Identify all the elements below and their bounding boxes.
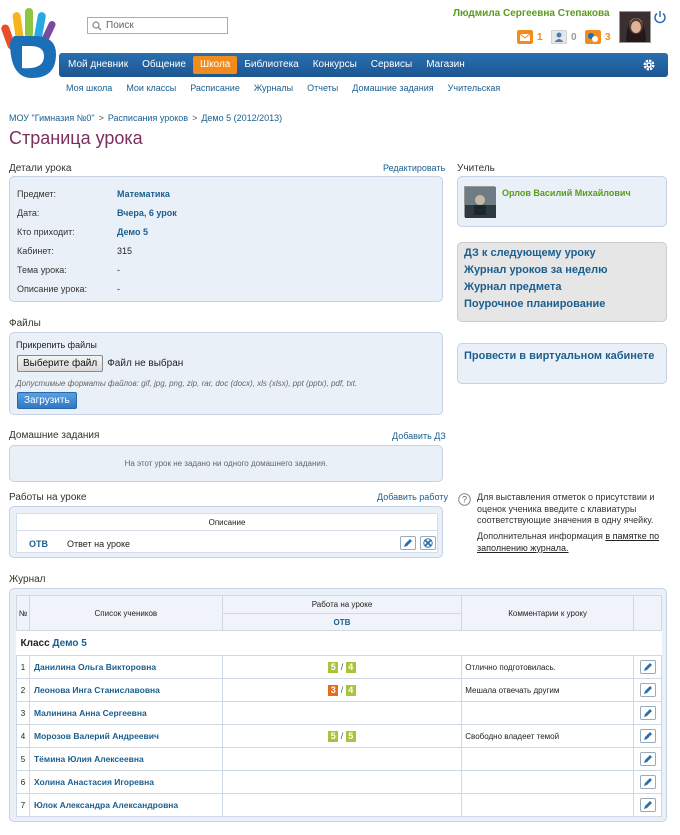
row-number: 7 bbox=[17, 794, 30, 817]
user-icon bbox=[551, 30, 567, 44]
subject-journal-link[interactable]: Журнал предмета bbox=[464, 281, 562, 293]
pencil-icon bbox=[643, 800, 653, 810]
files-panel bbox=[9, 332, 443, 415]
avatar[interactable] bbox=[619, 11, 651, 43]
table-row bbox=[17, 656, 662, 679]
detail-value-topic: - bbox=[117, 265, 120, 275]
student-name-link[interactable]: Морозов Валерий Андреевич bbox=[33, 731, 159, 741]
student-name-link[interactable]: Леонова Инга Станиславовна bbox=[33, 685, 160, 695]
detail-label-date: Дата: bbox=[17, 208, 40, 218]
search-placeholder: Поиск bbox=[106, 20, 134, 31]
grade-mark[interactable]: 4 bbox=[346, 662, 356, 673]
table-row bbox=[17, 748, 662, 771]
upload-button[interactable]: Загрузить bbox=[17, 392, 77, 409]
row-number: 2 bbox=[17, 679, 30, 702]
works-panel bbox=[9, 506, 443, 558]
user-name-link[interactable]: Людмила Сергеевна Степакова bbox=[453, 8, 610, 19]
choose-file-button[interactable]: Выберите файл bbox=[17, 355, 103, 372]
teacher-panel bbox=[457, 176, 667, 227]
detail-label-room: Кабинет: bbox=[17, 246, 54, 256]
breadcrumb-schedules[interactable]: Расписания уроков bbox=[107, 113, 189, 123]
row-number: 4 bbox=[17, 725, 30, 748]
details-heading: Детали урока bbox=[9, 163, 72, 174]
row-number: 1 bbox=[17, 656, 30, 679]
detail-label-description: Описание урока: bbox=[17, 284, 87, 294]
comment-cell[interactable] bbox=[462, 702, 634, 725]
formats-hint: Допустимые форматы файлов: gif, jpg, png, zip, rar, doc (docx), xls (xlsx), ppt (pptx), pdf, txt. bbox=[16, 379, 358, 388]
class-link[interactable]: Демо 5 bbox=[52, 637, 87, 649]
edit-link[interactable]: Редактировать bbox=[383, 163, 446, 173]
comment-cell[interactable]: Свободно владеет темой bbox=[462, 725, 634, 748]
teacher-name-link[interactable]: Орлов Василий Михайлович bbox=[502, 188, 631, 198]
comment-cell[interactable]: Мешала отвечать другим bbox=[462, 679, 634, 702]
search-input[interactable] bbox=[87, 17, 228, 34]
table-row bbox=[17, 679, 662, 702]
work-code[interactable]: ОТВ bbox=[29, 539, 48, 549]
pencil-icon bbox=[643, 662, 653, 672]
table-row bbox=[17, 794, 662, 817]
row-number: 6 bbox=[17, 771, 30, 794]
grade-cell[interactable] bbox=[222, 794, 462, 817]
help-text: Для выставления отметок о присутствии и оценок ученика введите с клавиатуры соответствующие значения в одну ячейку. bbox=[477, 492, 655, 525]
grade-cell[interactable]: 3 / 4 bbox=[222, 679, 462, 702]
virtual-classroom-link[interactable]: Провести в виртуальном кабинете bbox=[464, 350, 655, 362]
table-row bbox=[17, 702, 662, 725]
page-title: Страница урока bbox=[9, 128, 143, 148]
weekly-journal-link[interactable]: Журнал уроков за неделю bbox=[464, 264, 608, 276]
envelope-icon bbox=[517, 30, 533, 44]
logo-hand-icon[interactable] bbox=[0, 6, 62, 82]
search-icon bbox=[92, 21, 102, 31]
col-students: Список учеников bbox=[29, 596, 222, 631]
grade-cell[interactable] bbox=[222, 702, 462, 725]
lesson-links-panel bbox=[457, 242, 667, 322]
row-number: 3 bbox=[17, 702, 30, 725]
comment-cell[interactable] bbox=[462, 794, 634, 817]
table-row bbox=[17, 725, 662, 748]
subnav-reports[interactable]: Отчеты bbox=[307, 83, 339, 93]
journal-table bbox=[16, 595, 662, 817]
help-memo-link[interactable]: в памятке по заполнению журнала. bbox=[477, 531, 660, 553]
details-panel bbox=[9, 176, 443, 302]
subnav-journals[interactable]: Журналы bbox=[253, 83, 294, 93]
nav-shop[interactable]: Магазин bbox=[426, 59, 465, 70]
works-heading: Работы на уроке bbox=[9, 492, 87, 503]
class-row: Класс Демо 5 bbox=[17, 631, 662, 656]
grade-mark[interactable]: 4 bbox=[346, 685, 356, 696]
delete-work-button[interactable] bbox=[420, 536, 436, 550]
homework-empty-text: На этот урок не задано ни одного домашнего задания. bbox=[124, 459, 328, 468]
add-homework-link[interactable]: Добавить ДЗ bbox=[392, 431, 446, 441]
sub-nav bbox=[59, 83, 507, 93]
nav-contests[interactable]: Конкурсы bbox=[312, 59, 357, 70]
subnav-my-classes[interactable]: Мои классы bbox=[126, 83, 177, 93]
grade-mark[interactable]: 5 bbox=[346, 731, 356, 742]
student-name-link[interactable]: Холина Анастасия Игоревна bbox=[33, 777, 154, 787]
events-counter[interactable]: 3 bbox=[585, 30, 611, 44]
edit-comment-button[interactable] bbox=[640, 683, 656, 697]
detail-value-description: - bbox=[117, 284, 120, 294]
grade-cell[interactable]: 5 / 4 bbox=[222, 656, 462, 679]
help-icon bbox=[458, 493, 471, 506]
pencil-icon bbox=[403, 538, 413, 548]
row-number: 5 bbox=[17, 748, 30, 771]
grade-cell[interactable] bbox=[222, 748, 462, 771]
table-row bbox=[17, 771, 662, 794]
student-name-link[interactable]: Тёмина Юлия Алексеевна bbox=[33, 754, 144, 764]
edit-comment-button[interactable] bbox=[640, 729, 656, 743]
pencil-icon bbox=[643, 777, 653, 787]
grade-mark[interactable]: 3 bbox=[328, 685, 338, 696]
pencil-icon bbox=[643, 731, 653, 741]
attach-label: Прикрепить файлы bbox=[16, 340, 97, 350]
col-comments: Комментарии к уроку bbox=[462, 596, 634, 631]
gear-icon[interactable] bbox=[642, 58, 656, 72]
breadcrumb: МОУ "Гимназия №0" > Расписания уроков > Демо 5 (2012/2013) bbox=[9, 113, 283, 123]
edit-comment-button[interactable] bbox=[640, 752, 656, 766]
journal-heading: Журнал bbox=[9, 574, 46, 585]
files-heading: Файлы bbox=[9, 318, 41, 329]
breadcrumb-class[interactable]: Демо 5 (2012/2013) bbox=[201, 113, 283, 123]
detail-value-room: 315 bbox=[117, 246, 133, 256]
no-file-text: Файл не выбран bbox=[107, 358, 184, 369]
messages-counter[interactable]: 1 bbox=[517, 30, 543, 44]
subnav-my-school[interactable]: Моя школа bbox=[66, 83, 113, 93]
nav-communication[interactable]: Общение bbox=[142, 59, 186, 70]
col-number: № bbox=[17, 596, 30, 631]
subnav-schedule[interactable]: Расписание bbox=[190, 83, 240, 93]
edit-comment-button[interactable] bbox=[640, 798, 656, 812]
student-name-link[interactable]: Юлок Александра Александровна bbox=[33, 800, 179, 810]
virtual-panel bbox=[457, 343, 667, 384]
detail-value-subject[interactable]: Математика bbox=[117, 189, 170, 199]
detail-label-topic: Тема урока: bbox=[17, 265, 67, 275]
detail-label-attendees: Кто приходит: bbox=[17, 227, 75, 237]
works-col-description: Описание bbox=[17, 514, 437, 531]
edit-comment-button[interactable] bbox=[640, 775, 656, 789]
teacher-heading: Учитель bbox=[457, 163, 495, 174]
add-work-link[interactable]: Добавить работу bbox=[377, 492, 448, 502]
grade-cell[interactable] bbox=[222, 771, 462, 794]
comment-cell[interactable] bbox=[462, 748, 634, 771]
grade-mark[interactable]: 5 bbox=[328, 662, 338, 673]
homework-heading: Домашние задания bbox=[9, 430, 100, 441]
col-work-code[interactable]: ОТВ bbox=[222, 614, 462, 631]
homework-next-lesson-link[interactable]: ДЗ к следующему уроку bbox=[464, 247, 596, 259]
comment-cell[interactable] bbox=[462, 771, 634, 794]
student-name-link[interactable]: Малинина Анна Сергеевна bbox=[33, 708, 147, 718]
breadcrumb-school[interactable]: МОУ "Гимназия №0" bbox=[9, 113, 95, 123]
homework-panel bbox=[9, 445, 443, 482]
subnav-teachers-room[interactable]: Учительская bbox=[447, 83, 501, 93]
nav-library[interactable]: Библиотека bbox=[244, 59, 299, 70]
friends-counter[interactable]: 0 bbox=[551, 30, 577, 44]
edit-comment-button[interactable] bbox=[640, 660, 656, 674]
work-description: Ответ на уроке bbox=[67, 539, 131, 549]
subnav-homework[interactable]: Домашние задания bbox=[352, 83, 434, 93]
detail-value-attendees[interactable]: Демо 5 bbox=[117, 227, 148, 237]
teacher-photo[interactable] bbox=[464, 186, 495, 217]
delete-icon bbox=[423, 538, 433, 548]
events-icon bbox=[585, 30, 601, 44]
edit-work-button[interactable] bbox=[400, 536, 416, 550]
nav-school[interactable]: Школа bbox=[193, 56, 237, 74]
detail-label-subject: Предмет: bbox=[17, 189, 57, 199]
grade-cell[interactable]: 5 / 5 bbox=[222, 725, 462, 748]
pencil-icon bbox=[643, 754, 653, 764]
help-more: Дополнительная информация в памятке по заполнению журнала. bbox=[477, 531, 660, 553]
nav-services[interactable]: Сервисы bbox=[370, 59, 413, 70]
edit-comment-button[interactable] bbox=[640, 706, 656, 720]
grade-mark[interactable]: 5 bbox=[328, 731, 338, 742]
student-name-link[interactable]: Данилина Ольга Викторовна bbox=[33, 662, 157, 672]
svg-text:?: ? bbox=[461, 494, 468, 505]
comment-cell[interactable]: Отлично подготовилась. bbox=[462, 656, 634, 679]
col-lesson-work: Работа на уроке bbox=[222, 596, 462, 614]
detail-value-date[interactable]: Вчера, 6 урок bbox=[117, 208, 177, 218]
lesson-planning-link[interactable]: Поурочное планирование bbox=[464, 298, 606, 310]
pencil-icon bbox=[643, 708, 653, 718]
pencil-icon bbox=[643, 685, 653, 695]
logout-power-icon[interactable] bbox=[653, 10, 667, 24]
main-nav bbox=[59, 53, 668, 77]
journal-panel bbox=[9, 588, 667, 822]
nav-my-diary[interactable]: Мой дневник bbox=[68, 59, 129, 70]
